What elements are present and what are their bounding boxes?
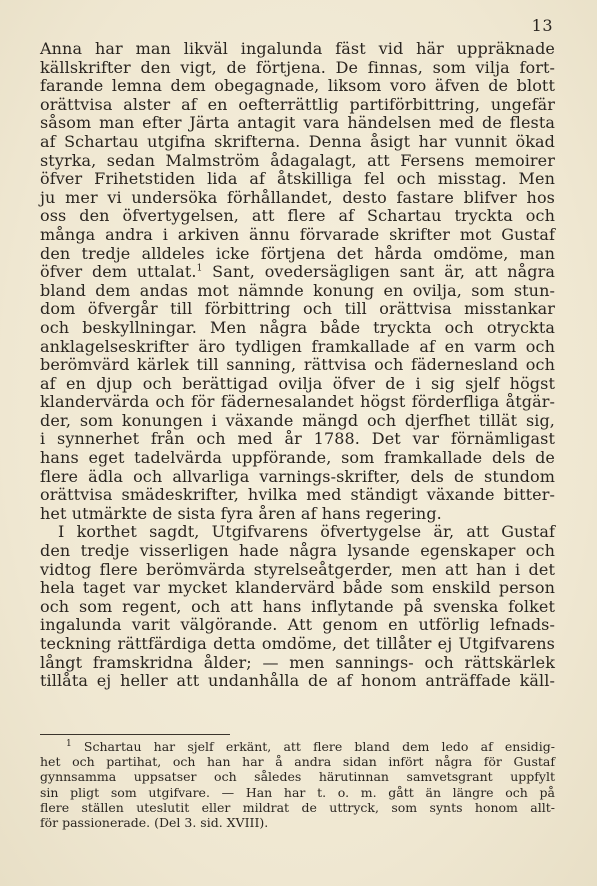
text-line: af Schartau utgifna skrifterna. Denna åsigt har vunnit ökad: [40, 131, 555, 151]
footnote-line: sin pligt som utgifvare. — Han har t. o. m. gått än längre och på: [40, 784, 555, 800]
text-line: öfver Frihetstiden lida af åtskilliga fel och misstag. Men: [40, 169, 555, 189]
footnote-line: för passionerade. (Del 3. sid. XVIII).: [40, 814, 269, 830]
text-line: och beskyllningar. Men några både tryckta och otryckta: [40, 317, 555, 337]
footnote-line: gynnsamma uppsatser och således härutinnan samvetsgrant uppfylt: [40, 769, 555, 785]
text-line: farande lemna dem obegagnade, liksom voro äfven de blott: [40, 76, 555, 96]
text-line: orättvisa alster af en oefterrättlig partiförbittring, ungefär: [40, 94, 555, 114]
text-line: vidtog flere berömvärda styrelseåtgerder, men att han i det: [40, 559, 555, 579]
text-line: många andra i arkiven ännu förvarade skrifter mot Gustaf: [40, 224, 555, 244]
text-line: oss den öfvertygelsen, att flere af Schartau tryckta och: [40, 206, 555, 226]
text-line: bland dem andas mot nämnde konung en ovilja, som stun-: [40, 280, 555, 300]
footnote-text: Schartau har sjelf erkänt, att flere bland dem ledo af ensidig-: [83, 739, 555, 754]
text-line: tillåta ej heller att undanhålla de af honom anträffade käll-: [40, 671, 555, 691]
text-line: berömvärd kärlek till sanning, rättvisa och fädernesland och: [40, 355, 555, 375]
footnote-reference: 1: [196, 263, 203, 274]
text-fragment: öfver dem uttalat.: [40, 262, 197, 282]
footnote: [40, 739, 555, 830]
text-line: af en djup och berättigad ovilja öfver de i sig sjelf högst: [40, 373, 555, 393]
text-line: teckning rättfärdiga detta omdöme, det tillåter ej Utgifvarens: [40, 634, 555, 653]
body-text: [40, 40, 555, 691]
text-line: flere ädla och allvarliga varnings-skrifter, dels de stundom: [40, 466, 555, 486]
footnote-line: het och partihat, och han har å andra sidan infört några för Gustaf: [40, 754, 555, 770]
text-line: långt framskridna ålder; — men sannings- och rättskärlek: [40, 652, 555, 672]
text-line: den tredje alldeles icke förtjena det hårda omdöme, man: [40, 243, 555, 263]
text-line: i synnerhet från och med år 1788. Det var förnämligast: [40, 429, 555, 449]
text-line: hans eget tadelvärda uppförande, som framkallade dels de: [40, 448, 555, 468]
text-line: orättvisa smädeskrifter, hvilka med ständigt växande bitter-: [40, 485, 555, 505]
text-line: ingalunda varit välgörande. Att genom en utförlig lefnads-: [40, 615, 555, 635]
footnote-line: [40, 739, 555, 754]
footnote-divider: [40, 734, 230, 735]
text-line: ju mer vi undersöka förhållandet, desto fastare blifver hos: [40, 187, 555, 207]
text-line: källskrifter den vigt, de förtjena. De finnas, som vilja fort-: [40, 57, 555, 77]
text-line: der, som konungen i växande mängd och djerfhet tillät sig,: [40, 410, 555, 430]
text-line: anklagelseskrifter äro tydligen framkallade af en varm och: [40, 336, 555, 356]
page-number: 13: [531, 16, 553, 35]
footnote-line: flere ställen uteslutit eller mildrat de uttryck, som synts honom allt-: [40, 799, 555, 815]
text-line: klandervärda och för fädernesalandet högst förderfliga åtgär-: [40, 392, 555, 412]
text-line: den tredje visserligen hade några lysande egenskaper och: [40, 541, 555, 561]
footnote-marker: 1: [66, 738, 72, 749]
text-line: styrka, sedan Malmström ådagalagt, att Fersens memoirer: [40, 150, 555, 170]
text-line: Anna har man likväl ingalunda fäst vid här uppräknade: [40, 39, 555, 58]
text-line: hela taget var mycket klandervärd både som enskild person: [40, 578, 555, 598]
text-line: het utmärkte de sista fyra åren af hans regering.: [40, 503, 442, 523]
text-fragment: Sant, ovedersägligen sant är, att några: [212, 262, 555, 282]
text-line: och som regent, och att hans inflytande på svenska folket: [40, 596, 555, 616]
text-line: I korthet sagdt, Utgifvarens öfvertygelse är, att Gustaf: [58, 522, 555, 542]
text-line: dom öfvergår till förbittring och till orättvisa misstankar: [40, 299, 555, 319]
text-line: såsom man efter Järta antagit vara händelsen med de flesta: [40, 113, 555, 133]
text-line-with-footnote: [40, 263, 555, 282]
